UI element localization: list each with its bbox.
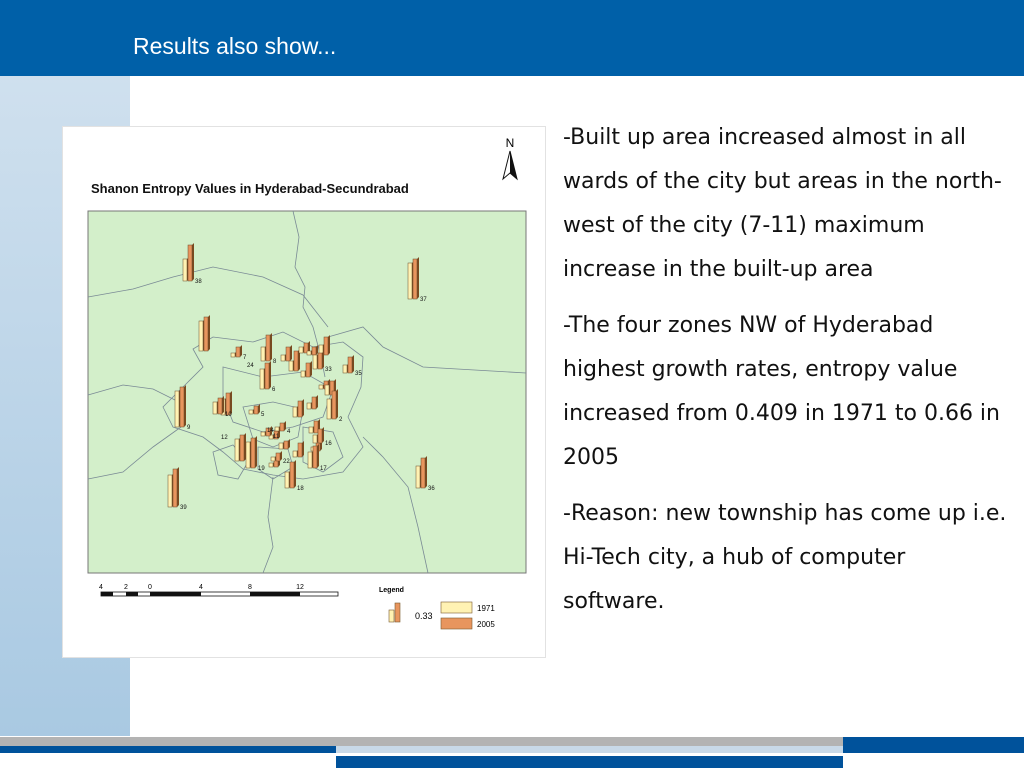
entropy-map-figure [62,126,546,658]
bar-1971 [183,259,187,281]
bar-side [244,433,246,461]
bar-1971 [325,385,329,395]
ward-label: 2 [339,417,343,423]
bar-1971 [343,365,347,373]
ward-bar [221,435,228,441]
bar-1971 [416,466,420,488]
bar-2005 [413,259,417,299]
bar-2005 [318,353,322,369]
finding-paragraph: -The four zones NW of Hyderabad highest growth rates, entropy value increased from 0.409 in 1971 to 0.66 in 2005 [563,313,1000,470]
ward-label: 5 [261,412,265,418]
ward-label: 6 [272,387,276,393]
bar-1971 [301,371,305,377]
bar-2005 [254,406,258,414]
finding-paragraph: -Built up area increased almost in all wards of the city but areas in the north-west of the city (7-11) maximum increase in the built-up area [563,125,1002,282]
map-title: Shanon Entropy Values in Hyderabad-Secundrabad [91,181,409,196]
legend-sample-bar [389,603,400,622]
bar-1971 [199,321,203,351]
scale-label: 12 [296,584,304,591]
ward-label: 9 [187,425,191,431]
bar-1971 [285,472,289,488]
bar-1971 [275,427,279,431]
bar-1971 [260,369,264,389]
bar-1971 [261,432,265,436]
bar-1971 [246,442,250,468]
ward-label: 12 [221,435,228,441]
ward-label: 8 [273,359,277,365]
bar-side [352,355,354,373]
bar-2005 [298,401,302,417]
bar-side [290,345,292,361]
bar-1971 [309,427,313,433]
bar-2005 [204,317,208,351]
bar-side [294,460,296,488]
bar-1971 [235,439,239,461]
bar-side [192,243,194,281]
bar-2005 [236,347,240,357]
footer-stripe-blue [843,737,1024,753]
bar-2005 [332,391,336,419]
ward-label: 18 [297,486,304,492]
map-legend [379,587,495,629]
bar-1971 [289,361,293,371]
bar-side [240,345,242,357]
ward-label: 35 [355,371,362,377]
ward-label: 24 [247,363,254,369]
title-bar [0,0,1024,76]
ward-bar [267,428,274,434]
bar-side [184,385,186,427]
bar-2005 [324,337,328,355]
bar-side [222,396,224,414]
bar-2005 [313,446,317,468]
bar-2005 [276,453,280,461]
bar-2005 [266,335,270,361]
bar-2005 [251,438,255,468]
legend-swatch-1971 [441,602,472,613]
bar-side [255,436,257,468]
ward-label: 39 [180,505,187,511]
ward-label: 33 [325,367,332,373]
bar-1971 [213,402,217,414]
ward-label: 37 [420,297,427,303]
bar-2005 [294,351,298,371]
footer-stripe-blue [336,756,843,768]
bar-1971 [249,410,253,414]
footer-stripe-blue [0,746,336,753]
bar-2005 [188,245,192,281]
bar-1971 [408,263,412,299]
ward-label: 14 [267,428,274,434]
bar-1971 [307,351,311,355]
bar-side [317,444,319,468]
scale-bar [99,584,338,596]
ward-bar [247,363,254,369]
bar-side [208,315,210,351]
finding-paragraph: -Reason: new township has come up i.e. Hi-Tech city, a hub of computer software. [563,501,1007,614]
bar-1971 [327,399,331,419]
bar-1971 [313,435,317,443]
north-label: N [505,136,515,150]
bar-side [322,427,324,443]
bar-2005 [312,397,316,409]
bar-1971 [168,475,172,507]
ward-label: 11 [273,434,280,440]
bar-side [417,257,419,299]
bar-2005 [298,443,302,457]
footer-stripe-blue [336,746,843,753]
ward-label: 36 [428,486,435,492]
bar-side [177,467,179,507]
slide-title: Results also show... [133,33,337,59]
ward-label: 16 [325,441,332,447]
scale-label: 8 [248,584,252,591]
north-arrow-icon [503,136,517,179]
bar-1971 [271,457,275,461]
bar-2005 [284,441,288,449]
scale-label: 4 [199,584,203,591]
bar-1971 [299,347,303,353]
bar-2005 [290,462,294,488]
bar-1971 [175,391,179,427]
scale-label: 0 [148,584,152,591]
bar-1971 [269,463,273,467]
bar-2005 [180,387,184,427]
map-area [88,211,526,573]
bar-side [269,361,271,389]
scale-label: 4 [99,584,103,591]
bar-1971 [313,355,317,369]
scale-label: 2 [124,584,128,591]
bar-side [316,395,318,409]
legend-value-label: 0.33 [415,611,433,621]
ward-label: 38 [195,279,202,285]
bar-2005 [240,435,244,461]
bar-1971 [319,385,323,389]
ward-label: 7 [243,355,247,361]
legend-heading: Legend [379,587,404,594]
bar-side [425,456,427,488]
bar-2005 [306,363,310,377]
bar-side [328,335,330,355]
bar-1971 [281,355,285,361]
bar-1971 [293,451,297,457]
legend-swatch-2005 [441,618,472,629]
entropy-map [63,127,545,657]
bar-side [310,361,312,377]
legend-label-2005: 2005 [477,620,495,629]
bar-side [302,441,304,457]
ward-label: 4 [287,429,291,435]
legend-label-1971: 1971 [477,604,495,613]
bar-1971 [293,407,297,417]
bar-side [270,333,272,361]
bar-2005 [318,429,322,443]
ward-label: 17 [320,466,327,472]
bar-2005 [348,357,352,373]
ward-label: 22 [283,459,290,465]
bar-2005 [265,363,269,389]
bar-1971 [231,353,235,357]
ward-label: 10 [225,412,232,418]
bar-2005 [421,458,425,488]
bar-2005 [280,423,284,431]
bar-2005 [286,347,290,361]
bar-2005 [312,347,316,355]
findings-text [563,116,1013,636]
bar-2005 [218,398,222,414]
bar-side [336,389,338,419]
bar-2005 [314,421,318,433]
ward-label: 19 [258,466,265,472]
bar-1971 [261,347,265,361]
bar-side [322,351,324,369]
bar-1971 [308,452,312,468]
bar-2005 [173,469,177,507]
bar-1971 [307,403,311,409]
bar-side [302,399,304,417]
bar-1971 [279,443,283,449]
